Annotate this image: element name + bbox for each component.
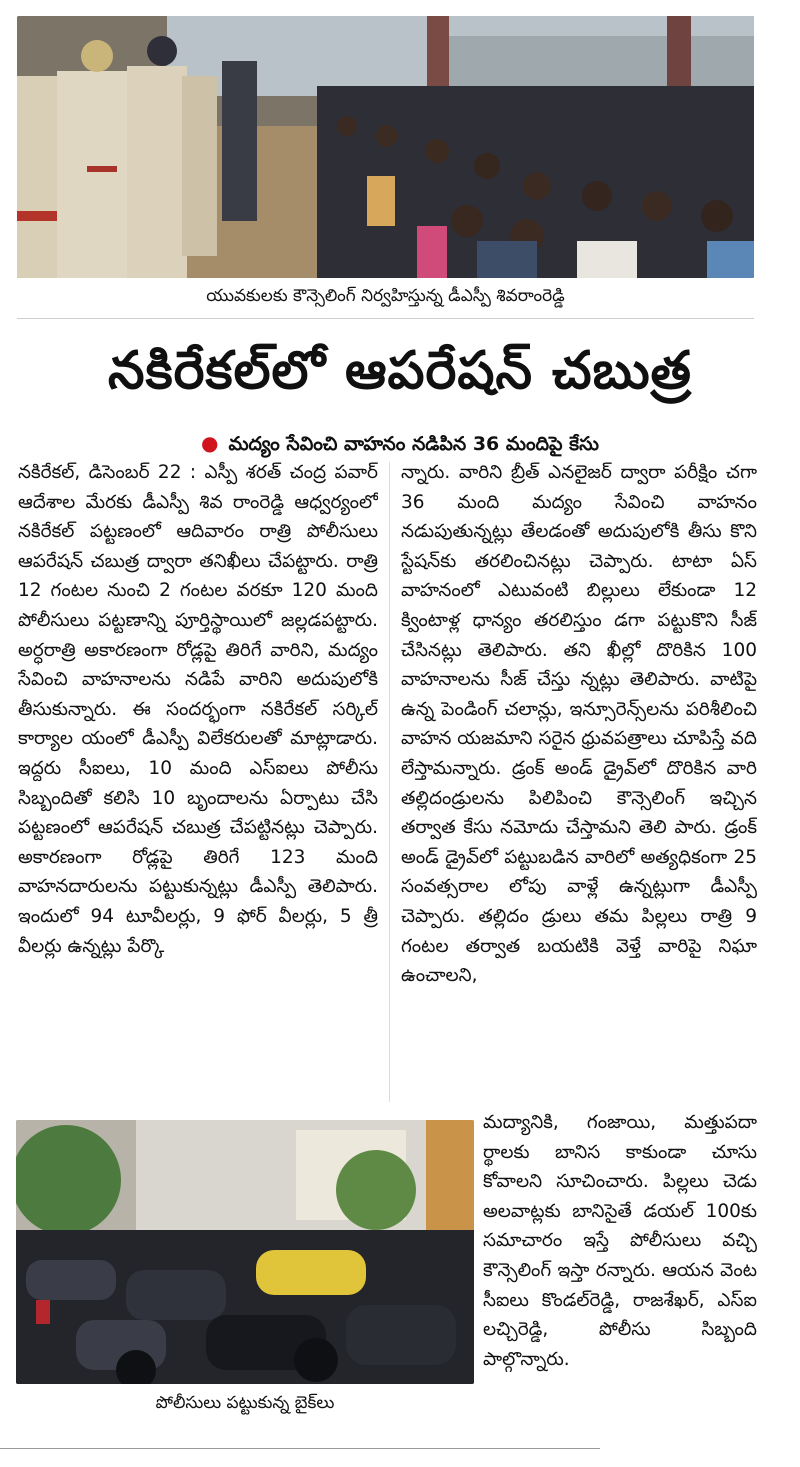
photo-bikes: [16, 1230, 474, 1384]
seized-bikes-photo-caption: పోలీసులు పట్టుకున్న బైక్‌లు: [155, 1393, 335, 1413]
seized-bikes-photo: [16, 1120, 474, 1384]
counseling-photo: [17, 16, 754, 278]
subheadline-text: మద్యం సేవించి వాహనం నడిపిన 36 మందిపై కేసు: [228, 433, 599, 455]
counseling-photo-drawing: [17, 16, 754, 278]
article-column-left: నకిరేకల్, డిసెంబర్ 22 : ఎస్పీ శరత్ చంద్ర పవార్ ఆదేశాల మేరకు డీఎస్పీ శివ రాంరెడ్డి ఆధ్వర్యంలో నకిరేకల్ పట్టణంలో ఆదివారం రాత్రి పోలీసులు ఆపరేషన్ చబుత్ర ద్వారా తనిఖీలు చేపట్టారు. రాత్రి 12 గంటల నుంచి 2 గంటల వరకూ 120 మంది పోలీసులు పట్టణాన్ని పూర్తిస్థాయిలో జల్లడపట్టారు. అర్ధరాత్రి అకారణంగా రోడ్లపై తిరిగే వారిని, మద్యం సేవించి వాహనాలను నడిపే వారిని అదుపులోకి తీసుకున్నారు. ఈ సందర్భంగా నకిరేకల్ సర్కిల్ కార్యాల యంలో డీఎస్పీ విలేకరులతో మాట్లాడారు. ఇద్దరు సీఐలు, 10 మంది ఎస్ఐలు పోలీసు సిబ్బందితో కలిసి 10 బృందాలను ఏర్పాటు చేసి పట్టణంలో ఆపరేషన్ చబుత్ర చేపట్టినట్లు చెప్పారు. అకారణంగా రోడ్లపై తిరిగే 123 మంది వాహనదారులను పట్టుకున్నట్లు డీఎస్పీ తెలిపారు. ఇందులో 94 టూవీలర్లు, 9 ఫోర్ వీలర్లు, 5 త్రీ వీలర్లు ఉన్నట్లు పేర్కొ: [18, 462, 378, 957]
bullet-dot-icon: ●: [201, 431, 219, 455]
headline: నకిరేకల్‌లో ఆపరేషన్ చబుత్ర: [107, 341, 693, 401]
article-column-right: న్నారు. వారిని బ్రీత్ ఎనలైజర్ ద్వారా పరీక్షిం చగా 36 మంది మద్యం సేవించి వాహనం నడుపుతున్నట్లు తేలడంతో అదుపులోకి తీసు కొని స్టేషన్‌కు తరలించినట్లు చెప్పారు. టాటా ఏస్ వాహనంలో ఎటువంటి బిల్లులు లేకుండా 12 క్వింటాళ్ల ధాన్యం తరలిస్తుం డగా పట్టుకొని సీజ్ చేసినట్లు తెలిపారు. తని ఖీల్లో దొరికిన 100 వాహనాలను సీజ్ చేస్తు న్నట్లు తెలిపారు. వాటిపై ఉన్న పెండింగ్ చలాన్లు, ఇన్సూరెన్స్‌లను పరిశీలించి వాహన యజమాని సరైన ధ్రువపత్రాలు చూపిస్తే వది లేస్తామన్నారు. డ్రంక్ అండ్ డ్రైవ్‌లో దొరికిన వారి తల్లిదండ్రులను పిలిపించి కౌన్సెలింగ్ ఇచ్చిన తర్వాత కేసు నమోదు చేస్తామని తెలి పారు. డ్రంక్ అండ్ డ్రైవ్‌లో పట్టుబడిన వారిలో అత్యధికంగా 25 సంవత్సరాల లోపు వాళ్లే ఉన్నట్లుగా డీఎస్పీ చెప్పారు. తల్లిదం డ్రులు తమ పిల్లలు రాత్రి 9 గంటల తర్వాత బయటికి వెళ్తే వారిపై నిఘా ఉంచాలని,: [401, 462, 757, 987]
caption-divider: [17, 318, 754, 319]
column-divider: [389, 462, 390, 1102]
photo-crowd: [317, 86, 754, 278]
counseling-photo-caption: యువకులకు కౌన్సెలింగ్ నిర్వహిస్తున్న డీఎస్పీ శివరాంరెడ్డి: [206, 286, 565, 306]
subheadline: [0, 431, 800, 460]
seized-bikes-photo-drawing: [16, 1120, 474, 1384]
footer-divider: [0, 1448, 600, 1449]
article-column-right-continued: మద్యానికి, గంజాయి, మత్తుపదా ర్థాలకు బానిస కాకుండా చూసు కోవాలని సూచించారు. పిల్లలు చెడు అలవాట్లకు బానిసైతే డయల్ 100కు సమాచారం ఇస్తే పోలీసులు వచ్చి కౌన్సెలింగ్ ఇస్తా రన్నారు. ఆయన వెంట సీఐలు కొండల్‌రెడ్డి, రాజశేఖర్, ఎస్ఐ లచ్చిరెడ్డి, పోలీసు సిబ్బంది పాల్గొన్నారు.: [483, 1112, 757, 1370]
